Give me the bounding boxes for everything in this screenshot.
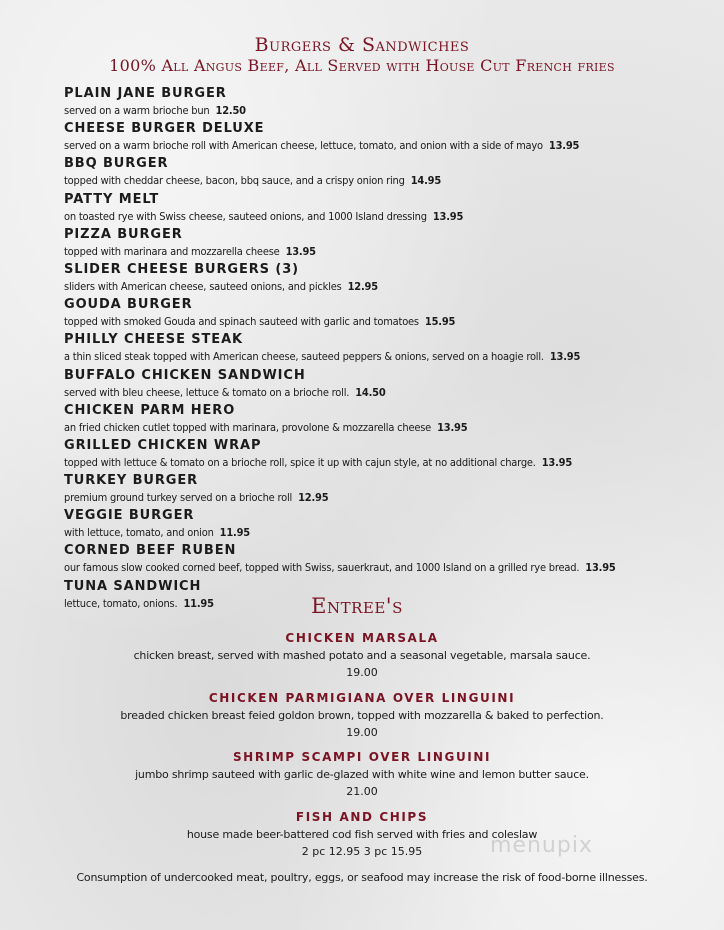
item-name: BUFFALO CHICKEN SANDWICH (64, 367, 306, 383)
entree-price: 19.00 (346, 666, 378, 679)
item-description-text: our famous slow cooked corned beef, topped with Swiss, sauerkraut, and 1000 Island on a grilled rye bread. (64, 561, 580, 575)
item-name: BBQ BURGER (64, 156, 169, 172)
entree-item (0, 749, 724, 809)
item-description-text: on toasted rye with Swiss cheese, sauteed onions, and 1000 Island dressing (64, 209, 427, 223)
entree-description: chicken breast, served with mashed potato and a seasonal vegetable, marsala sauce. (133, 649, 591, 662)
item-name: GOUDA BURGER (64, 297, 193, 313)
item-description-text: premium ground turkey served on a brioche roll (64, 491, 293, 505)
item-price: 11.95 (183, 596, 214, 610)
section-title: Burgers & Sandwiches (254, 34, 470, 56)
item-description (64, 348, 704, 366)
item-price: 13.95 (432, 209, 464, 223)
item-price: 12.95 (298, 491, 329, 505)
item-name: PHILLY CHEESE STEAK (64, 332, 244, 348)
entree-description: breaded chicken breast feied goldon brown, topped with mozzarella & baked to perfection. (120, 708, 604, 722)
entree-price: 2 pc 12.95 3 pc 15.95 (301, 844, 423, 858)
entree-item (0, 809, 724, 869)
item-price: 12.50 (215, 104, 246, 117)
entrees-list (0, 630, 724, 868)
item-description (64, 524, 704, 542)
entree-item (0, 630, 724, 690)
menu-header (0, 34, 724, 76)
entree-name: CHICKEN MARSALA (285, 631, 439, 645)
menu-item (64, 368, 704, 403)
item-description-text: topped with cheddar cheese, bacon, bbq sauce, and a crispy onion ring (64, 174, 405, 188)
menu-item (64, 508, 704, 543)
entree-name: SHRIMP SCAMPI OVER LINGUINI (232, 750, 492, 764)
entrees-heading (0, 594, 724, 618)
item-description-text: a thin sliced steak topped with American cheese, sauteed peppers & onions, served on a hoagie roll. (64, 350, 544, 364)
item-description-text: topped with marinara and mozzarella cheese (64, 244, 280, 258)
menu-item (64, 86, 704, 121)
section-subtitle: 100% All Angus Beef, All Served with House Cut French fries (109, 56, 615, 75)
item-price: 14.95 (410, 174, 442, 188)
item-name: PLAIN JANE BURGER (64, 86, 227, 101)
burgers-list (64, 86, 704, 614)
item-description (64, 172, 704, 190)
item-name: PIZZA BURGER (64, 226, 183, 242)
menu-item (64, 297, 704, 332)
entree-description: house made beer-battered cod fish served with fries and coleslaw (186, 827, 538, 841)
item-description (64, 102, 704, 120)
entree-name: CHICKEN PARMIGIANA OVER LINGUINI (208, 690, 516, 705)
item-price: 15.95 (424, 315, 456, 329)
item-price: 11.95 (219, 526, 250, 540)
menu-item (64, 473, 704, 508)
menu-item (64, 156, 704, 191)
entree-description: jumbo shrimp sauteed with garlic de-glazed with white wine and lemon butter sauce. (135, 768, 589, 781)
entree-item (0, 690, 724, 750)
item-name: TUNA SANDWICH (64, 578, 202, 594)
item-description-text: with lettuce, tomato, and onion (64, 526, 214, 540)
item-description (64, 243, 704, 261)
watermark: menupix (490, 833, 593, 858)
item-price: 13.95 (585, 561, 616, 575)
item-price: 13.95 (548, 139, 580, 153)
item-price: 12.95 (347, 279, 378, 293)
item-name: CHICKEN PARM HERO (64, 402, 236, 418)
entree-name: FISH AND CHIPS (295, 809, 429, 824)
item-description-text: served on a warm brioche bun (64, 104, 210, 117)
item-description (64, 208, 704, 226)
menu-item (64, 262, 704, 297)
item-description (64, 137, 704, 155)
item-price: 13.95 (549, 350, 581, 364)
item-name: CHEESE BURGER DELUXE (64, 121, 265, 137)
item-description-text: an fried chicken cutlet topped with marinara, provolone & mozzarella cheese (64, 420, 432, 434)
item-description (64, 454, 704, 472)
menu-item (64, 121, 704, 156)
item-description-text: lettuce, tomato, onions. (64, 596, 178, 610)
item-name: CORNED BEEF RUBEN (64, 543, 237, 559)
food-safety-disclaimer: Consumption of undercooked meat, poultry, eggs, or seafood may increase the risk of food-borne illnesses. (76, 871, 648, 884)
menu-item (64, 543, 704, 578)
item-description (64, 559, 704, 577)
item-price: 13.95 (285, 244, 316, 258)
item-price: 14.50 (355, 385, 386, 399)
item-description (64, 313, 704, 331)
entrees-heading-text: Entree's (311, 594, 403, 618)
entree-price: 21.00 (346, 785, 378, 798)
item-name: PATTY MELT (64, 191, 160, 207)
item-description-text: sliders with American cheese, sauteed onions, and pickles (64, 279, 342, 293)
menu-item (64, 192, 704, 227)
item-description-text: served with bleu cheese, lettuce & tomato on a brioche roll. (64, 385, 350, 399)
item-price: 13.95 (437, 420, 468, 434)
item-name: SLIDER CHEESE BURGERS (3) (64, 261, 299, 277)
entree-price: 19.00 (346, 725, 378, 739)
menu-item (64, 403, 704, 438)
item-name: VEGGIE BURGER (64, 508, 195, 524)
item-description (64, 278, 704, 296)
menu-item (64, 227, 704, 262)
item-description (64, 384, 704, 402)
menu-item (64, 332, 704, 367)
item-description (64, 489, 704, 507)
item-name: GRILLED CHICKEN WRAP (64, 437, 262, 453)
item-description (64, 419, 704, 437)
item-price: 13.95 (541, 455, 573, 469)
menu-item (64, 438, 704, 473)
item-description-text: served on a warm brioche roll with American cheese, lettuce, tomato, and onion with a side of mayo (64, 139, 543, 153)
item-description-text: topped with lettuce & tomato on a brioche roll, spice it up with cajun style, at no additional charge. (64, 455, 536, 469)
item-name: TURKEY BURGER (64, 473, 199, 489)
item-description-text: topped with smoked Gouda and spinach sauteed with garlic and tomatoes (64, 315, 419, 329)
